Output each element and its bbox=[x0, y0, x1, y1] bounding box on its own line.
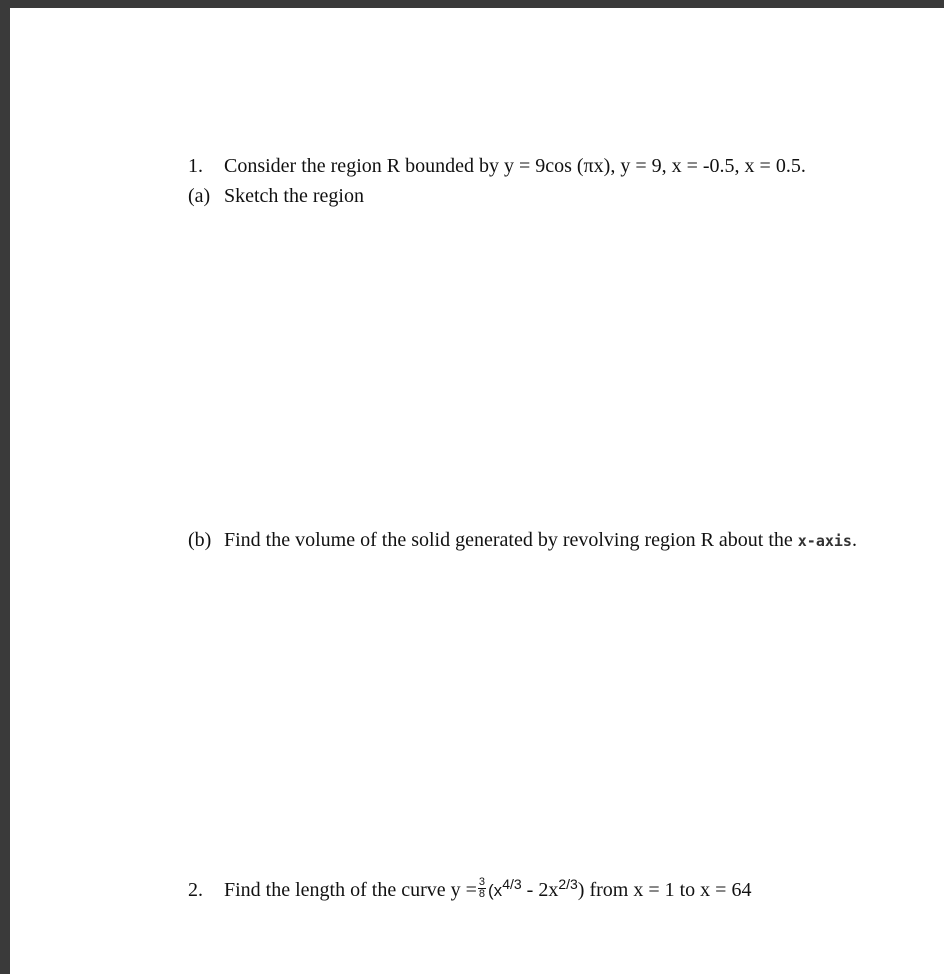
question-1a-text: Sketch the region bbox=[224, 185, 364, 207]
question-1b-label: (b) bbox=[188, 529, 212, 551]
question-1b bbox=[188, 530, 857, 550]
open-paren-x: (x bbox=[488, 881, 503, 901]
document-page bbox=[10, 8, 944, 974]
close-paren: ) bbox=[577, 879, 585, 902]
fraction bbox=[478, 877, 486, 900]
question-2 bbox=[188, 876, 752, 903]
question-1b-end: . bbox=[851, 529, 857, 551]
fraction-numerator: 3 bbox=[478, 876, 486, 888]
question-2-tail: from x = 1 to x = 64 bbox=[584, 879, 752, 902]
fraction-denominator: 8 bbox=[478, 888, 486, 900]
middle-term: - 2x bbox=[521, 879, 559, 902]
exponent-1: 4/3 bbox=[502, 876, 522, 893]
question-1a-label: (a) bbox=[188, 185, 211, 207]
question-1b-text: Find the volume of the solid generated by revolving region R about the bbox=[224, 529, 793, 551]
exponent-2: 2/3 bbox=[558, 876, 578, 893]
question-2-lead: Find the length of the curve y = bbox=[224, 879, 477, 902]
question-1 bbox=[188, 156, 806, 176]
question-2-number: 2. bbox=[188, 879, 203, 902]
axis-label: x-axis bbox=[797, 532, 852, 550]
question-1-text: Consider the region R bounded by y = 9cos (πx), y = 9, x = -0.5, x = 0.5. bbox=[224, 155, 806, 177]
question-1-number: 1. bbox=[188, 155, 203, 177]
question-1a bbox=[188, 186, 364, 206]
